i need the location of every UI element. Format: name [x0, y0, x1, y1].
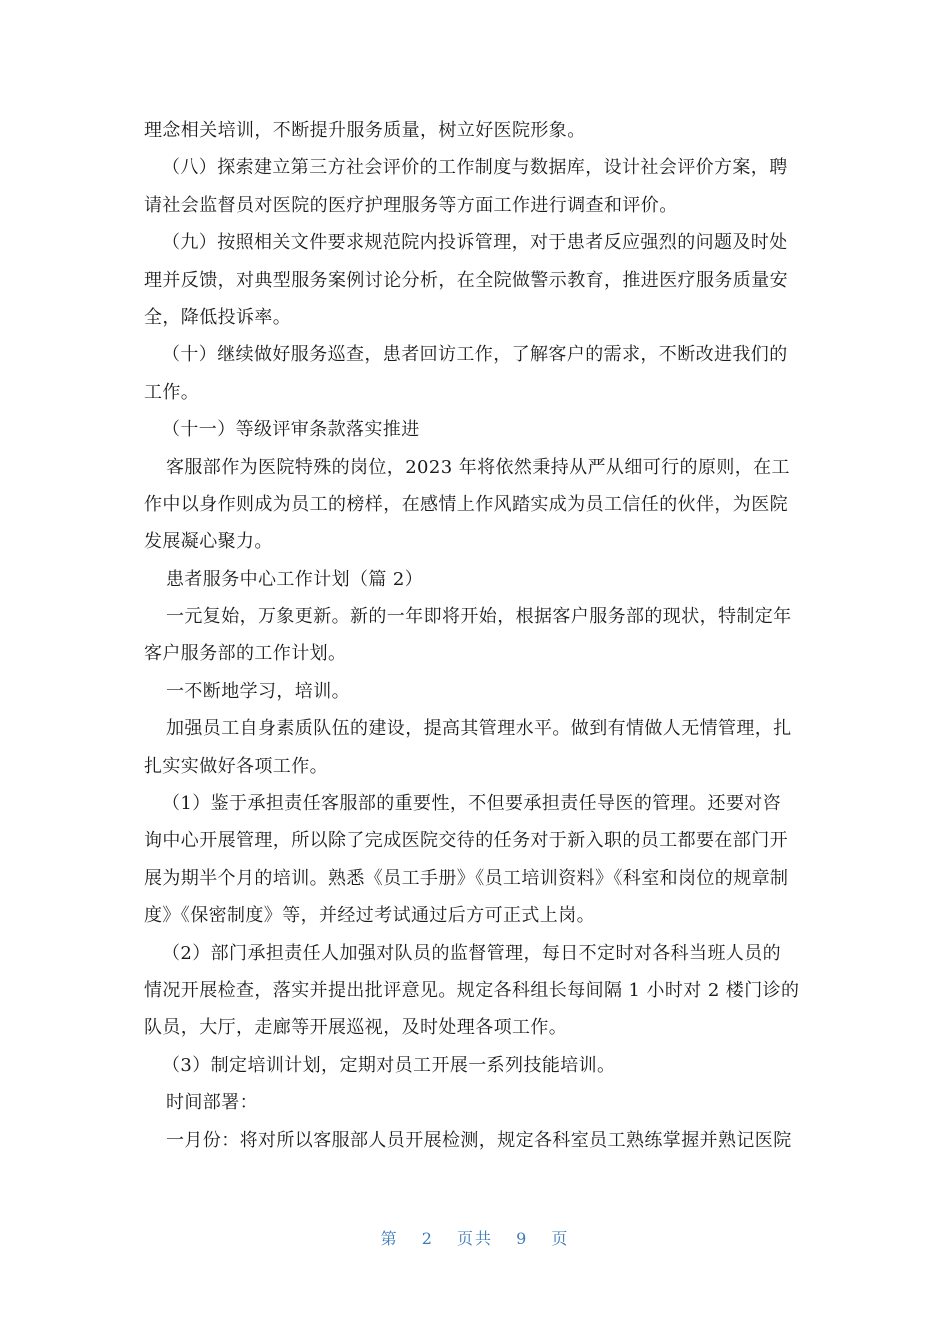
text-line: 度》《保密制度》等，并经过考试通过后方可正式上岗。 — [144, 905, 595, 927]
text-line: 时间部署： — [166, 1092, 258, 1114]
text-line: 理并反馈，对典型服务案例讨论分析，在全院做警示教育，推进医疗服务质量安 — [144, 269, 788, 291]
text-line: （十一）等级评审条款落实推进 — [162, 419, 420, 441]
footer-prefix: 第 — [380, 1229, 399, 1248]
text-line: 询中心开展管理，所以除了完成医院交待的任务对于新入职的员工都要在部门开 — [144, 830, 788, 852]
text-line: （2）部门承担责任人加强对队员的监督管理，每日不定时对各科当班人员的 — [162, 942, 782, 964]
text-line: 作中以身作则成为员工的榜样，在感情上作风踏实成为员工信任的伙伴，为医院 — [144, 493, 788, 515]
text-line: 队员，大厅，走廊等开展巡视，及时处理各项工作。 — [144, 1017, 568, 1039]
footer-total-pages: 9 — [516, 1229, 529, 1248]
text-line: 加强员工自身素质队伍的建设，提高其管理水平。做到有情做人无情管理，扎 — [166, 718, 792, 740]
footer-suffix: 页 — [551, 1229, 570, 1248]
text-line: （九）按照相关文件要求规范院内投诉管理，对于患者反应强烈的问题及时处 — [162, 232, 788, 254]
text-line: 一不断地学习，培训。 — [166, 680, 350, 702]
footer-page-number: 2 — [421, 1229, 434, 1248]
text-line: 理念相关培训，不断提升服务质量，树立好医院形象。 — [144, 120, 586, 141]
text-line: 全，降低投诉率。 — [144, 306, 292, 328]
text-line: 工作。 — [144, 381, 200, 403]
text-line: 展为期半个月的培训。熟悉《员工手册》《员工培训资料》《科室和岗位的规章制 — [144, 867, 789, 889]
section-heading: 患者服务中心工作计划（篇 2） — [166, 568, 424, 590]
page-footer — [0, 1226, 950, 1249]
text-line: 客户服务部的工作计划。 — [144, 643, 347, 665]
text-line: （1）鉴于承担责任客服部的重要性，不但要承担责任导医的管理。还要对咨 — [162, 793, 782, 815]
text-line: 一元复始，万象更新。新的一年即将开始，根据客户服务部的现状，特制定年 — [166, 606, 792, 628]
footer-middle: 页共 — [456, 1229, 493, 1248]
text-line: 请社会监督员对医院的医疗护理服务等方面工作进行调查和评价。 — [144, 194, 678, 216]
text-line: 客服部作为医院特殊的岗位，2023 年将依然秉持从严从细可行的原则，在工 — [166, 456, 790, 478]
text-line: 扎实实做好各项工作。 — [144, 755, 328, 777]
text-line: 一月份：将对所以客服部人员开展检测，规定各科室员工熟练掌握并熟记医院 — [166, 1129, 792, 1151]
text-line: 情况开展检查，落实并提出批评意见。规定各科组长每间隔 1 小时对 2 楼门诊的 — [144, 979, 800, 1001]
text-line: 发展凝心聚力。 — [144, 531, 273, 553]
text-line: （八）探索建立第三方社会评价的工作制度与数据库，设计社会评价方案，聘 — [162, 157, 788, 179]
text-line: （3）制定培训计划，定期对员工开展一系列技能培训。 — [162, 1054, 616, 1076]
text-line: （十）继续做好服务巡查，患者回访工作，了解客户的需求，不断改进我们的 — [162, 344, 788, 366]
document-body — [144, 112, 812, 1159]
